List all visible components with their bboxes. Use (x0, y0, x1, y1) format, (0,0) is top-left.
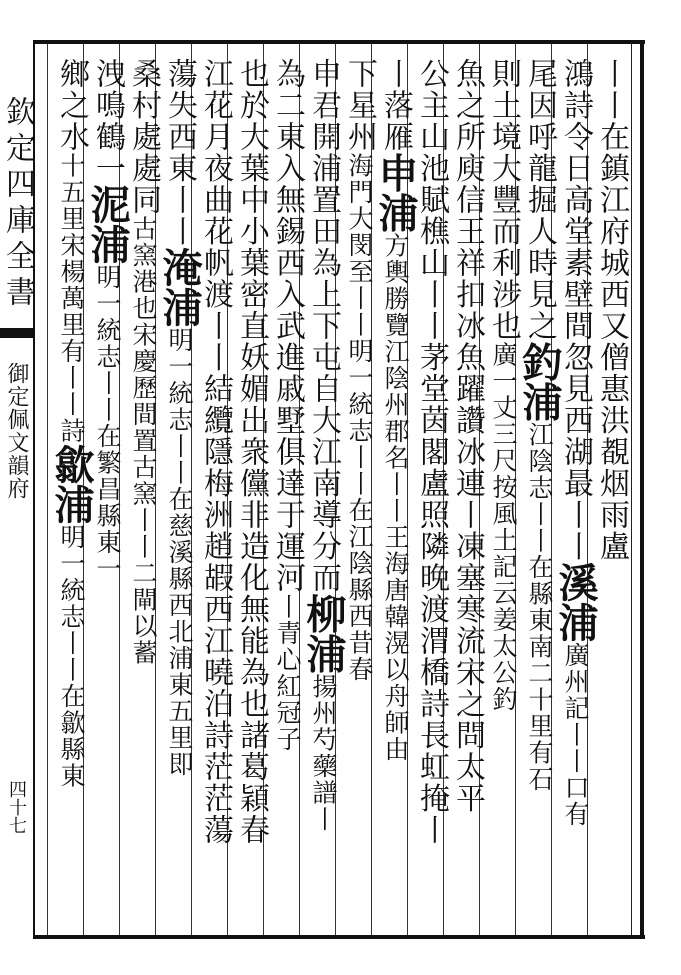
frame-bottom-border (33, 935, 645, 939)
text-column (156, 58, 203, 930)
body-text: 則土境大豐而利涉也 (486, 58, 521, 342)
text-column (300, 58, 347, 930)
text-column (516, 58, 563, 930)
entry-heading: 釣浦 (516, 341, 563, 422)
margin-subtitle: 御定佩文韻府 (4, 362, 29, 500)
text-column (482, 58, 524, 930)
column-text (482, 58, 524, 930)
column-text (230, 58, 272, 930)
entry-heading: 柳浦 (300, 593, 347, 674)
text-column (372, 58, 419, 930)
annotation-text: 方輿勝覽江陰州郡名丨丨王海唐韓滉以舟師由 (381, 232, 410, 763)
body-text: 蕩失西東丨丨 (162, 58, 197, 247)
annotation-text: 明一統志丨丨在繁昌縣東一 (93, 264, 122, 582)
entry-heading: 淹浦 (156, 247, 203, 327)
body-text: 尾因呼龍掘人時見之 (522, 58, 557, 342)
column-text (372, 58, 419, 930)
column-text (48, 58, 95, 930)
body-text: 也於大葉中小葉密直妖媚出衆儻非造化無能為也諸葛穎春 (234, 58, 269, 846)
annotation-text: 揚州芍藥譜丨 (309, 673, 338, 833)
text-column (230, 58, 272, 930)
annotation-text: 廣州記丨丨口有 (561, 642, 590, 828)
fishtail-mark (0, 328, 33, 338)
body-text: 丨丨在鎮江府城西又僧惠洪覩烟雨盧 (594, 58, 629, 562)
column-text (266, 58, 308, 930)
text-column (590, 58, 632, 930)
annotation-text: 丨青心紅冠子 (273, 593, 302, 753)
annotation-text: 明一統志丨丨在慈溪縣西北浦東五里即 (165, 327, 194, 778)
body-text: 下星州 (342, 58, 377, 153)
text-column (266, 58, 308, 930)
body-text: 鴻詩令日高堂素壁間忽見西湖最丨丨 (558, 58, 593, 562)
body-text: 為二東入無錫西入武進戚墅俱達于運河 (270, 58, 305, 594)
text-column (194, 58, 236, 930)
body-text: 魚之所庾信王祥扣冰魚躍讚冰連丨凍塞寒流宋之問太平 (450, 58, 485, 814)
body-text: 桑村處處同 (126, 58, 161, 216)
frame-top-border (33, 40, 645, 44)
text-column (338, 58, 380, 930)
entry-heading: 泥浦 (84, 184, 131, 264)
column-text (446, 58, 488, 930)
book-margin (0, 40, 35, 939)
column-text (300, 58, 347, 930)
body-text: 江花月夜曲花帆渡丨丨結纜隱梅洲趙嘏西江曉泊詩茫茫蕩 (198, 58, 233, 846)
entry-heading: 歙浦 (48, 444, 95, 524)
text-column (552, 58, 599, 930)
annotation-text: 古窯港也宋慶歷間置古窯丨丨二閘以蓄 (129, 215, 158, 666)
column-text (156, 58, 203, 930)
entry-heading: 申浦 (372, 152, 419, 233)
column-rule (47, 44, 48, 935)
column-text (194, 58, 236, 930)
annotation-text: 明一統志丨丨在歙縣東 (57, 524, 86, 789)
text-column (446, 58, 488, 930)
annotation-text: 江陰志丨丨在縣東南二十里有石 (525, 421, 554, 793)
annotation-text: 海門大閔至丨丨明一統志丨丨在江陰縣西昔春 (345, 152, 374, 683)
column-text (516, 58, 563, 930)
text-column (48, 58, 95, 930)
body-text: 公主山池賦樵山丨丨茅堂茵閣盧照隣晚渡渭橋詩長虹掩丨 (414, 58, 449, 846)
frame-right-border (640, 40, 644, 939)
page-number: 四十七 (6, 780, 27, 834)
column-text (590, 58, 632, 930)
column-text (338, 58, 380, 930)
annotation-text: 十五里宋楊萬里有丨丨詩 (57, 152, 86, 444)
body-text: 洩鳴鶴一 (90, 58, 125, 184)
body-text: 申君開浦置田為上下屯自大江南導分而 (306, 58, 341, 594)
margin-title: 欽定四庫全書 (0, 96, 35, 312)
body-text: 鄉之水 (54, 58, 89, 153)
annotation-text: 廣一丈三尺按風土記云姜太公釣 (489, 341, 518, 713)
entry-heading: 溪浦 (552, 562, 599, 642)
column-text (552, 58, 599, 930)
body-text: 丨落雁 (378, 58, 413, 153)
